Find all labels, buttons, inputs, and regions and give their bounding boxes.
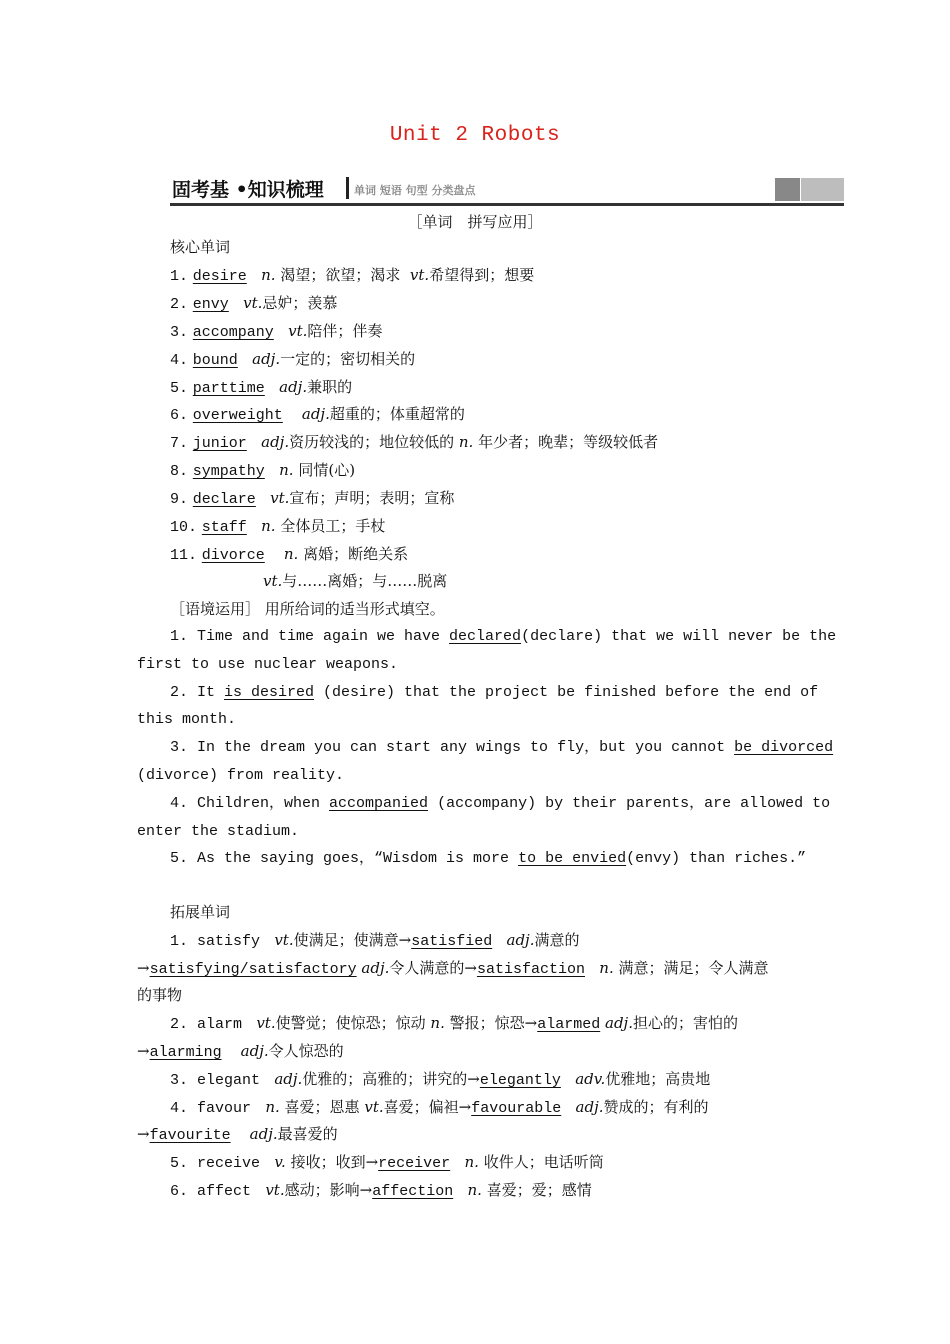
list-item: 3. elegant adj.优雅的；高雅的；讲究的→elegantly adv.优雅地；高贵地 [170,1070,711,1089]
list-item: 1. desire n. 渴望；欲望；渴求 vt.希望得到；想要 [170,266,535,285]
list-item: 4. favour n. 喜爱；恩惠 vt.喜爱；偏袒→favourable adj.赞成的；有利的 [170,1098,709,1117]
list-item: 5. parttime adj.兼职的 [170,378,353,397]
list-item: 2. alarm vt.使警觉；使惊恐；惊动 n. 警报；惊恐→alarmed adj.担心的；害怕的 [170,1014,738,1033]
list-item: 4. bound adj.一定的；密切相关的 [170,350,416,369]
exercise-line: (divorce) from reality. [137,767,345,784]
exercise-line: 4. Children，when accompanied (accompany) by their parents，are allowed to [170,795,831,812]
list-item: 11. divorce n. 离婚；断绝关系 [170,545,409,564]
banner-block-light [801,178,844,201]
list-item: 9. declare vt.宣布；声明；表明；宣称 [170,489,455,508]
exercise-line: 1. Time and time again we have declared(declare) that we will never be the [170,628,837,645]
section-banner [170,175,844,206]
list-item-continuation: →favourite adj.最喜爱的 [137,1125,338,1144]
banner-title: 固考基 •知识梳理 [172,179,324,201]
page-title: Unit 2 Robots [389,124,561,147]
exercise-line: 3. In the dream you can start any wings to fly，but you cannot be divorced [170,739,834,756]
list-item-continuation: vt.与……离婚；与……脱离 [263,572,448,590]
exercise-line: 5. As the saying goes，“Wisdom is more to be envied(envy) than riches.” [170,850,807,867]
banner-divider [346,177,349,199]
list-item: 6. overweight adj.超重的；体重超常的 [170,405,465,424]
list-item: 2. envy vt.忌妒；羡慕 [170,294,338,313]
ext-heading: 拓展单词 [170,903,231,921]
core-heading: 核心单词 [170,238,231,256]
list-item: 10. staff n. 全体员工；手杖 [170,517,386,536]
exercise-line: 2. It is desired (desire) that the project be finished before the end of [170,684,819,701]
list-item-continuation: →satisfying/satisfactory adj.令人满意的→satisfaction n. 满意；满足；令人满意 [137,959,769,978]
banner-subtitle: 单词 短语 句型 分类盘点 [354,184,476,197]
context-heading: ［语境运用］ 用所给词的适当形式填空。 [170,600,445,618]
exercise-line: enter the stadium. [137,823,300,840]
list-item-continuation: →alarming adj.令人惊恐的 [137,1042,344,1061]
list-item: 3. accompany vt.陪伴；伴奏 [170,322,383,341]
list-item: 6. affect vt.感动；影响→affection n. 喜爱；爱；感情 [170,1181,592,1200]
list-item-continuation: 的事物 [137,986,183,1004]
section-header: ［单词 拼写应用］ [407,213,543,231]
list-item: 8. sympathy n. 同情(心) [170,461,356,480]
exercise-line: first to use nuclear weapons. [137,656,399,673]
list-item: 1. satisfy vt.使满足；使满意→satisfied adj.满意的 [170,931,580,950]
banner-block-dark [775,178,800,201]
list-item: 7. junior adj.资历较浅的；地位较低的 n. 年少者；晚辈；等级较低者 [170,433,659,452]
exercise-line: this month. [137,711,237,728]
list-item: 5. receive v. 接收；收到→receiver n. 收件人；电话听筒 [170,1153,604,1172]
